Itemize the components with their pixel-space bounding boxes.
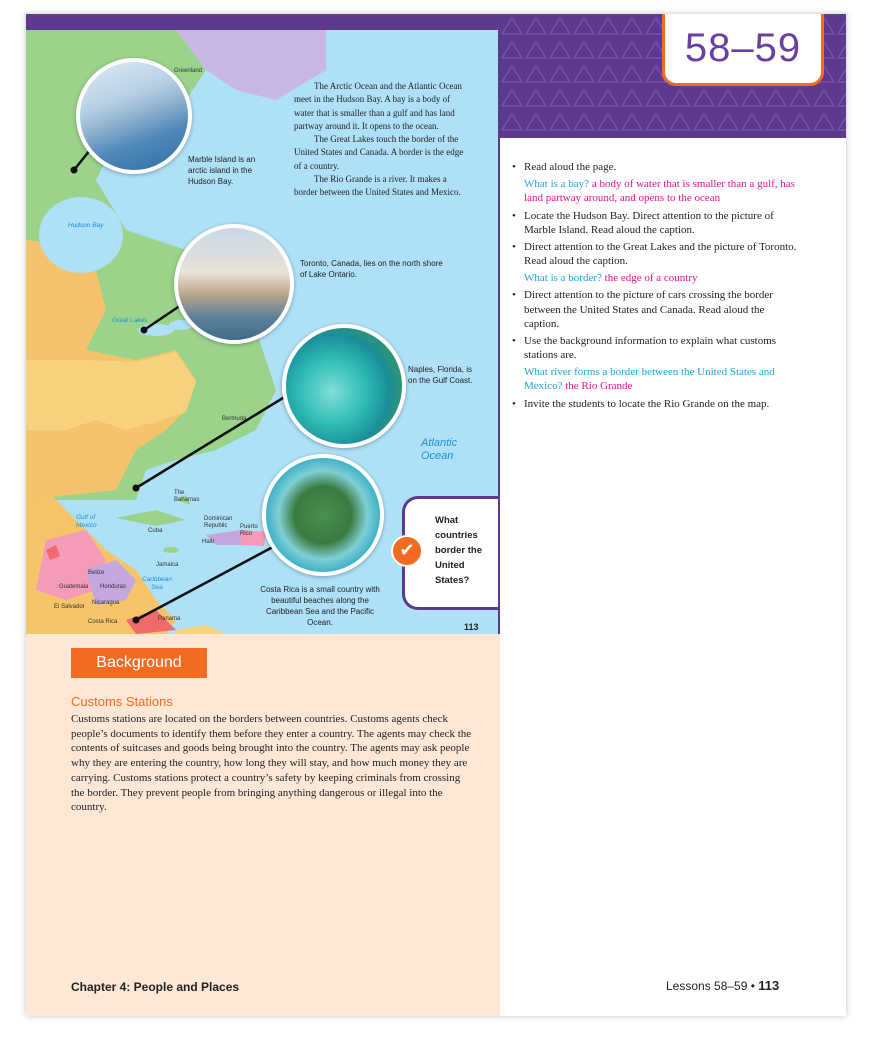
map-label-belize: Belize <box>88 570 105 576</box>
map-label-caribbean-sea: Caribbean Sea <box>142 576 172 591</box>
background-body: Customs stations are located on the borders between countries. Customs agents check people’s documents to identify them before they enter a country. The agents may check the contents of suitcases and goods being brought into the country. The agents may ask people why they are entering the country, how long they will stay, and how much money they are carrying. Customs stations protect a country’s safety by keeping criminals from crossing the border. They prevent people from bringing anything dangerous or illegal into the country. <box>71 713 472 814</box>
map-paragraph: The Rio Grande is a river. It makes a border between the United States and Mexico. <box>294 174 461 198</box>
note-bullet: • Direct attention to the picture of cars crossing the border between the United States and Canada. Read aloud the caption. <box>512 288 802 332</box>
map-label-greenland: Greenland <box>174 68 203 74</box>
student-page-map <box>26 30 498 634</box>
map-label-haiti: Haiti <box>202 539 215 545</box>
toronto-photo <box>174 224 294 344</box>
map-label-great-lakes: Great Lakes <box>112 317 148 324</box>
map-paragraph: The Great Lakes touch the border of the United States and Canada. A border is the edge of a country. <box>294 134 464 171</box>
footer-page-number: 113 <box>758 978 780 993</box>
student-page-number: 113 <box>464 622 479 632</box>
costa-rica-photo <box>262 454 384 576</box>
map-label-gulf-of-mexico: Gulf of Mexico <box>76 514 97 529</box>
footer-lessons: Lessons 58–59 • 113 <box>666 978 780 993</box>
map-label-cuba: Cuba <box>148 528 163 534</box>
map-body-text <box>294 80 470 200</box>
naples-photo <box>282 324 406 448</box>
map-label-guatemala: Guatemala <box>59 584 89 590</box>
background-subtitle: Customs Stations <box>71 694 173 709</box>
map-paragraph: The Arctic Ocean and the Atlantic Ocean meet in the Hudson Bay. A bay is a body of water that is smaller than a gulf and has land partway around it. It opens to the ocean. <box>294 81 462 131</box>
footer-chapter: Chapter 4: People and Places <box>71 980 240 994</box>
lesson-badge <box>662 14 824 86</box>
map-label-bahamas: The Bahamas <box>174 490 200 503</box>
note-bullet: • Invite the students to locate the Rio Grande on the map. <box>512 397 802 412</box>
note-bullet: • Read aloud the page. <box>512 160 802 175</box>
map-label-panama: Panama <box>158 616 181 622</box>
caption-naples: Naples, Florida, is on the Gulf Coast. <box>408 365 473 385</box>
caption-marble-island: Marble Island is an arctic island in the Hudson Bay. <box>188 155 256 186</box>
checkmark-icon: ✔ <box>391 535 423 567</box>
map-label-el-salvador: El Salvador <box>54 604 85 610</box>
caption-costa-rica: Costa Rica is a small country with beautiful beaches along the Caribbean Sea and the Pacific Ocean. <box>260 585 380 627</box>
note-question: What is a border? the edge of a country <box>524 271 698 284</box>
map-label-bermuda: Bermuda <box>222 416 247 422</box>
question-text: What countries border the United States? <box>435 515 482 586</box>
note-bullet: • Use the background information to explain what customs stations are. <box>512 334 802 363</box>
teacher-notes <box>512 160 802 413</box>
map-label-jamaica: Jamaica <box>156 562 179 568</box>
map-label-nicaragua: Nicaragua <box>92 600 120 606</box>
teacher-guide-page <box>26 14 846 1016</box>
map-label-hudson-bay: Hudson Bay <box>68 222 104 229</box>
note-question: What river forms a border between the United States and Mexico? the Rio Grande <box>524 365 775 392</box>
note-bullet: • Direct attention to the Great Lakes and the picture of Toronto. Read aloud the caption. <box>512 240 802 269</box>
note-bullet: • Locate the Hudson Bay. Direct attention to the picture of Marble Island. Read aloud the caption. <box>512 209 802 238</box>
map-label-atlantic: Atlantic Ocean <box>421 437 458 462</box>
note-question: What is a bay? a body of water that is smaller than a gulf, has land partway around, and opens to the ocean <box>524 177 795 204</box>
caption-toronto: Toronto, Canada, lies on the north shore of Lake Ontario. <box>300 259 443 279</box>
lesson-badge-number: 58–59 <box>684 26 802 70</box>
map-label-dominican-republic: Dominican Republic <box>204 516 233 529</box>
question-box <box>399 496 498 610</box>
marble-island-photo <box>76 58 192 174</box>
map-label-honduras: Honduras <box>100 584 127 590</box>
map-label-costa-rica: Costa Rica <box>88 619 118 625</box>
map-label-puerto-rico: Puerto Rico <box>240 524 258 537</box>
background-tag: Background <box>71 648 207 678</box>
